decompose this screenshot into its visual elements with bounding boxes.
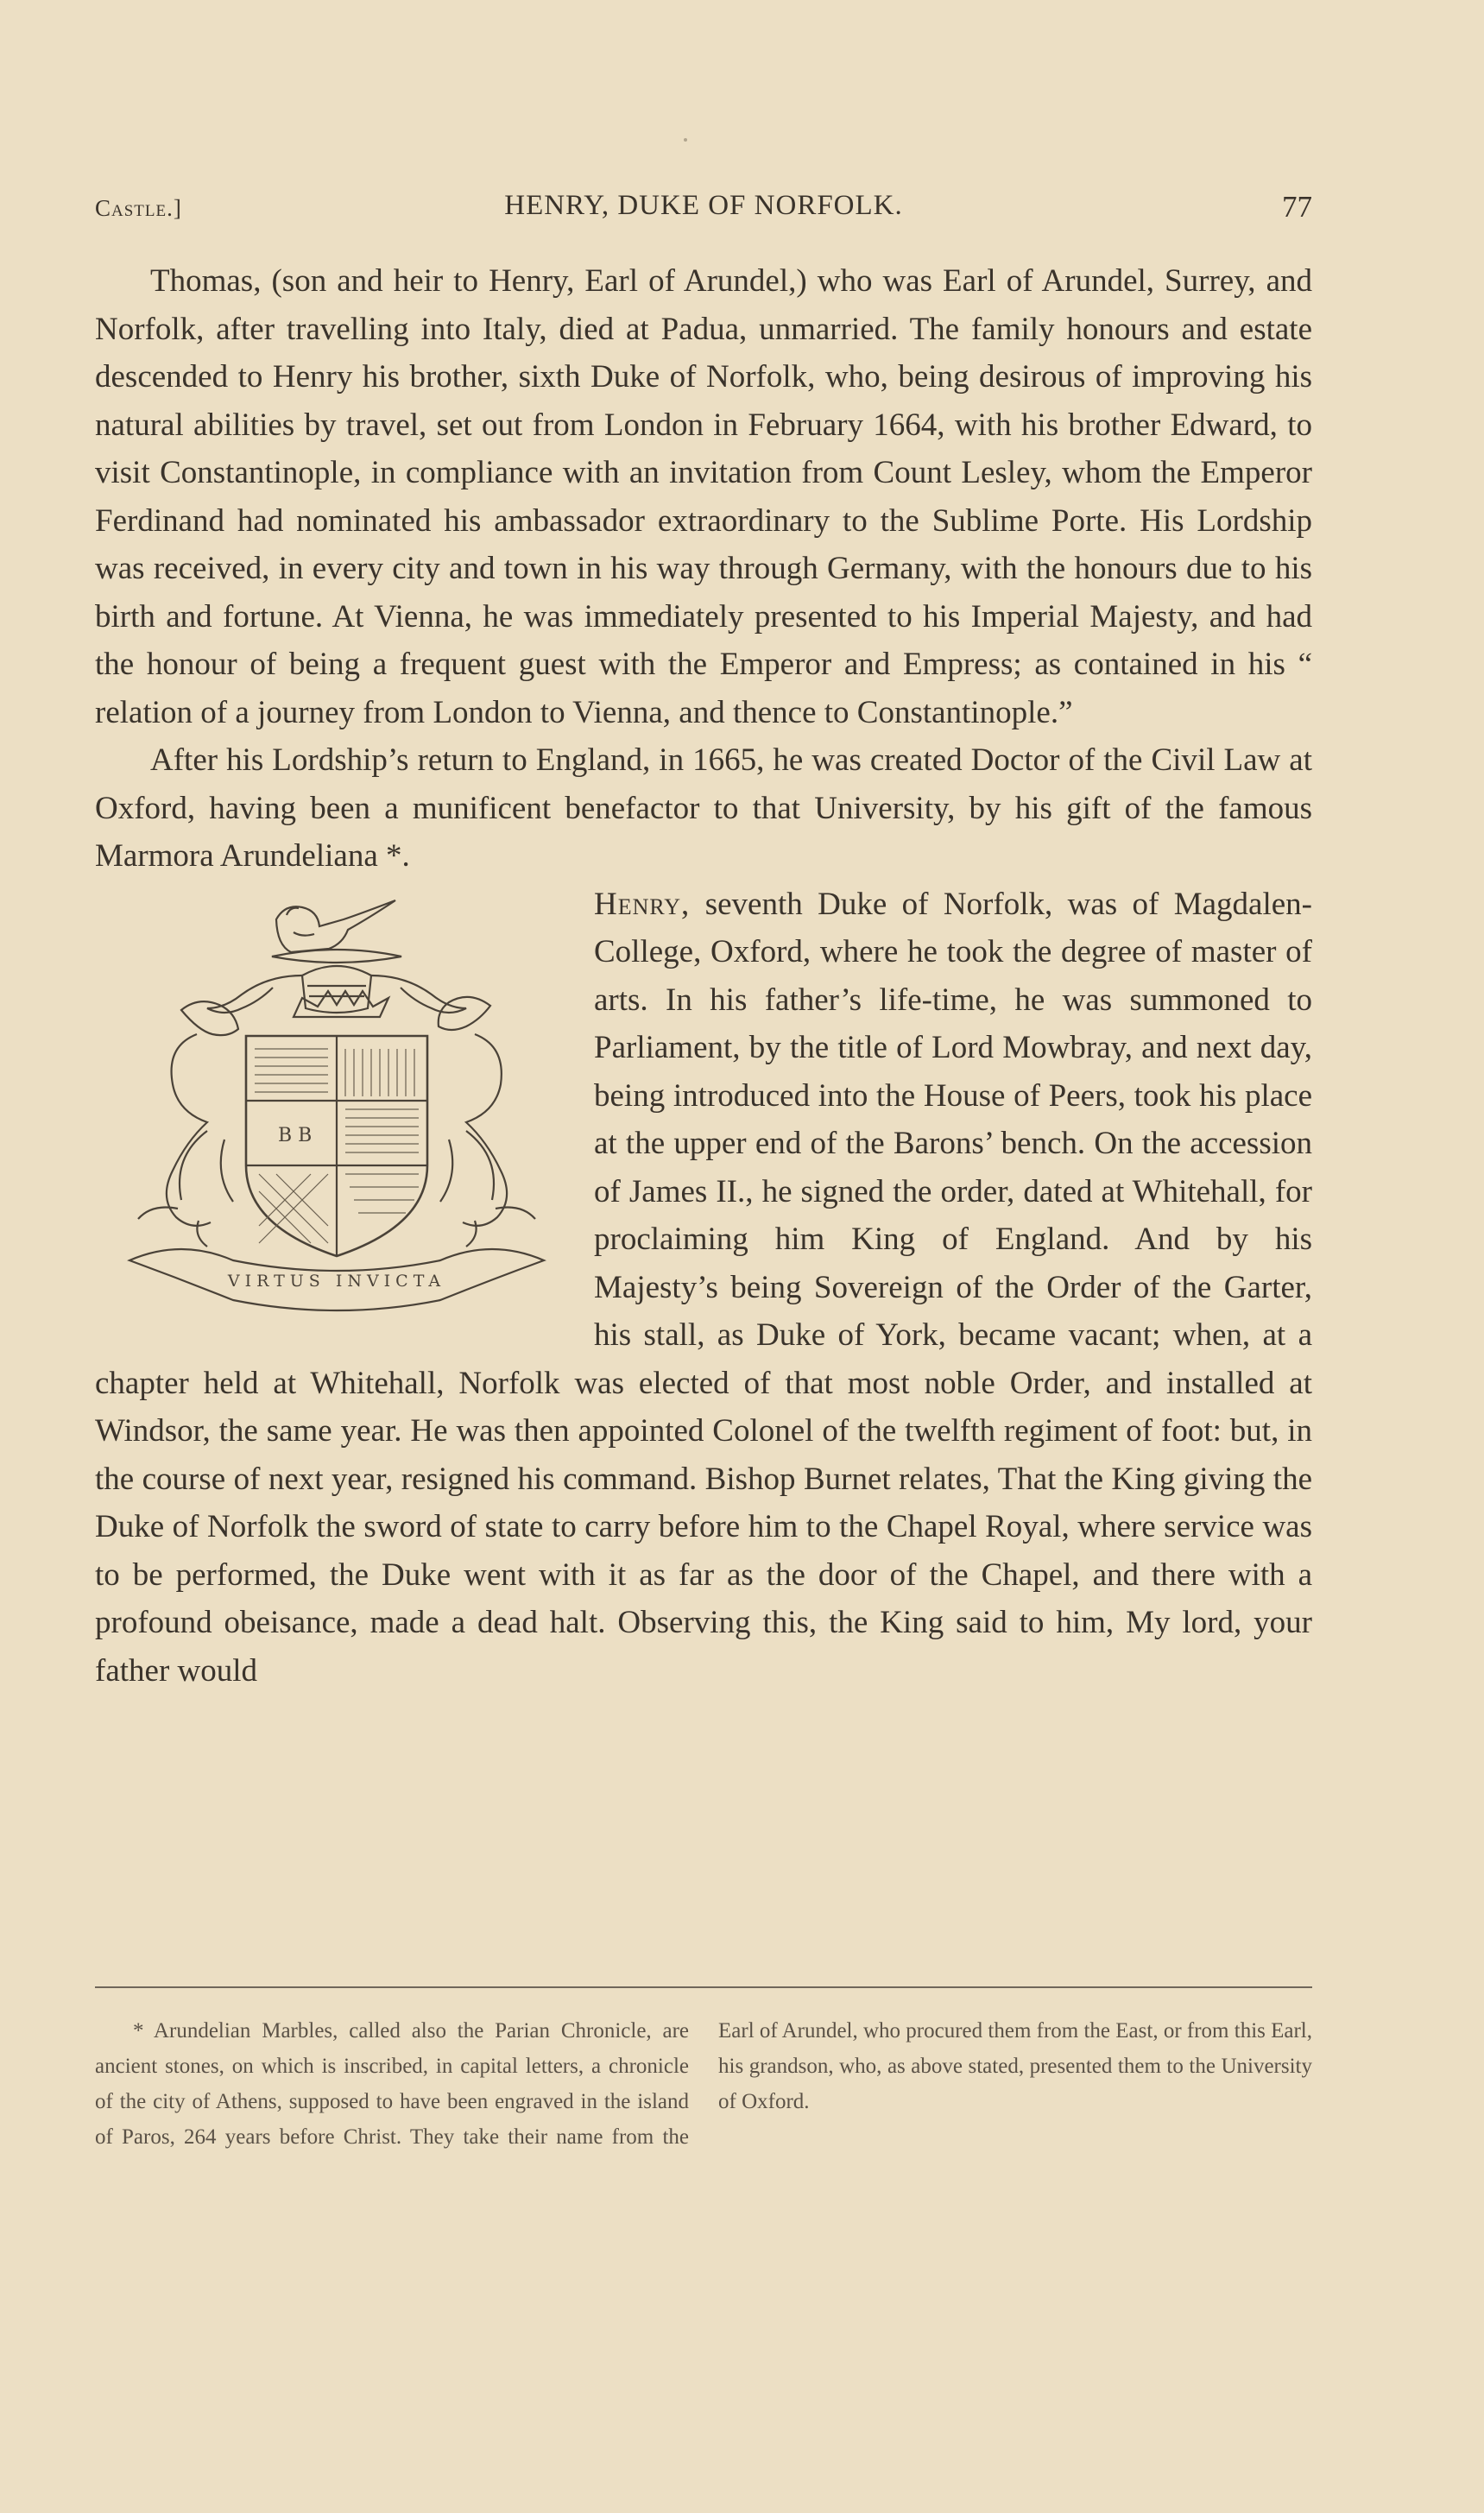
paragraph-henry-seventh-duke <box>95 881 1312 1695</box>
coat-of-arms-illustration <box>95 881 578 1329</box>
motto-text: VIRTUS INVICTA <box>227 1271 446 1291</box>
running-head <box>95 188 1312 240</box>
paragraph-henry-text: seventh Duke of Norfolk, was of Magdalen-College, Oxford, where he took the degree of master of arts. In his father’s life-time, he was summoned to Parliament, by the title of Lord Mowbray, and next day, being introduced into the House of Peers, took his place at the upper end of the Barons’ bench. On the accession of James II., he signed the order, dated at Whitehall, for proclaiming him King of England. And by his Majesty’s being Sovereign of the Order of the Garter, his stall, as Duke of York, became vacant; when, at a chapter held at Whitehall, Norfolk was elected of that most noble Order, and installed at Windsor, the same year. He was then appointed Colonel of the twelfth regiment of foot: but, in the course of next year, resigned his command. Bishop Burnet relates, That the King giving the Duke of Norfolk the sword of state to carry before him to the Chapel Royal, where service was to be performed, the Duke went with it as far as the door of the Chapel, and there with a profound obeisance, made a dead halt. Observing this, the King said to him, My lord, your father would <box>95 886 1312 1689</box>
body-text <box>95 257 1312 1695</box>
henry-lead-word: Henry, <box>594 886 691 922</box>
running-head-title: HENRY, DUKE OF NORFOLK. <box>504 190 903 221</box>
ink-speck <box>684 138 687 142</box>
running-head-left: Castle.] <box>95 195 182 221</box>
page-number: 77 <box>1282 190 1312 224</box>
footnotes <box>95 2013 1312 2155</box>
paragraph-thomas: Thomas, (son and heir to Henry, Earl of Arundel,) who was Earl of Arundel, Surrey, and Norfolk, after travelling into Italy, died at Padua, unmarried. The family honours and estate descended to Henry his brother, sixth Duke of Norfolk, who, being desirous of improving his natural abilities by travel, set out from London in February 1664, with his brother Edward, to visit Constantinople, in compliance with an invitation from Count Lesley, whom the Emperor Ferdinand had nominated his ambassador extraordinary to the Sublime Porte. His Lordship was received, in every city and town in his way through Germany, with the honours due to his birth and fortune. At Vienna, he was immediately presented to his Imperial Majesty, and had the honour of being a frequent guest with the Emperor and Empress; as contained in his “ relation of a journey from London to Vienna, and thence to Constantinople.” <box>95 263 1312 730</box>
footnote-rule <box>95 1986 1312 1988</box>
footnote-arundelian-marbles: * Arundelian Marbles, called also the Parian Chronicle, are ancient stones, on which is inscribed, in capital letters, a chronicle of the city of Athens, supposed to have been engraved in the island of Paros, 264 years before Christ. They take their name from the Earl of Arundel, who procured them from the East, or from this Earl, his grandson, who, as above stated, presented them to the University of Oxford. <box>95 2019 1313 2149</box>
shield-charge-letters: B B <box>278 1124 313 1146</box>
paragraph-doctor-of-civil-law: After his Lordship’s return to England, in 1665, he was created Doctor of the Civil Law at Oxford, having been a munificent benefactor to that University, by his gift of the famous Marmora Arundeliana *. <box>95 742 1312 874</box>
